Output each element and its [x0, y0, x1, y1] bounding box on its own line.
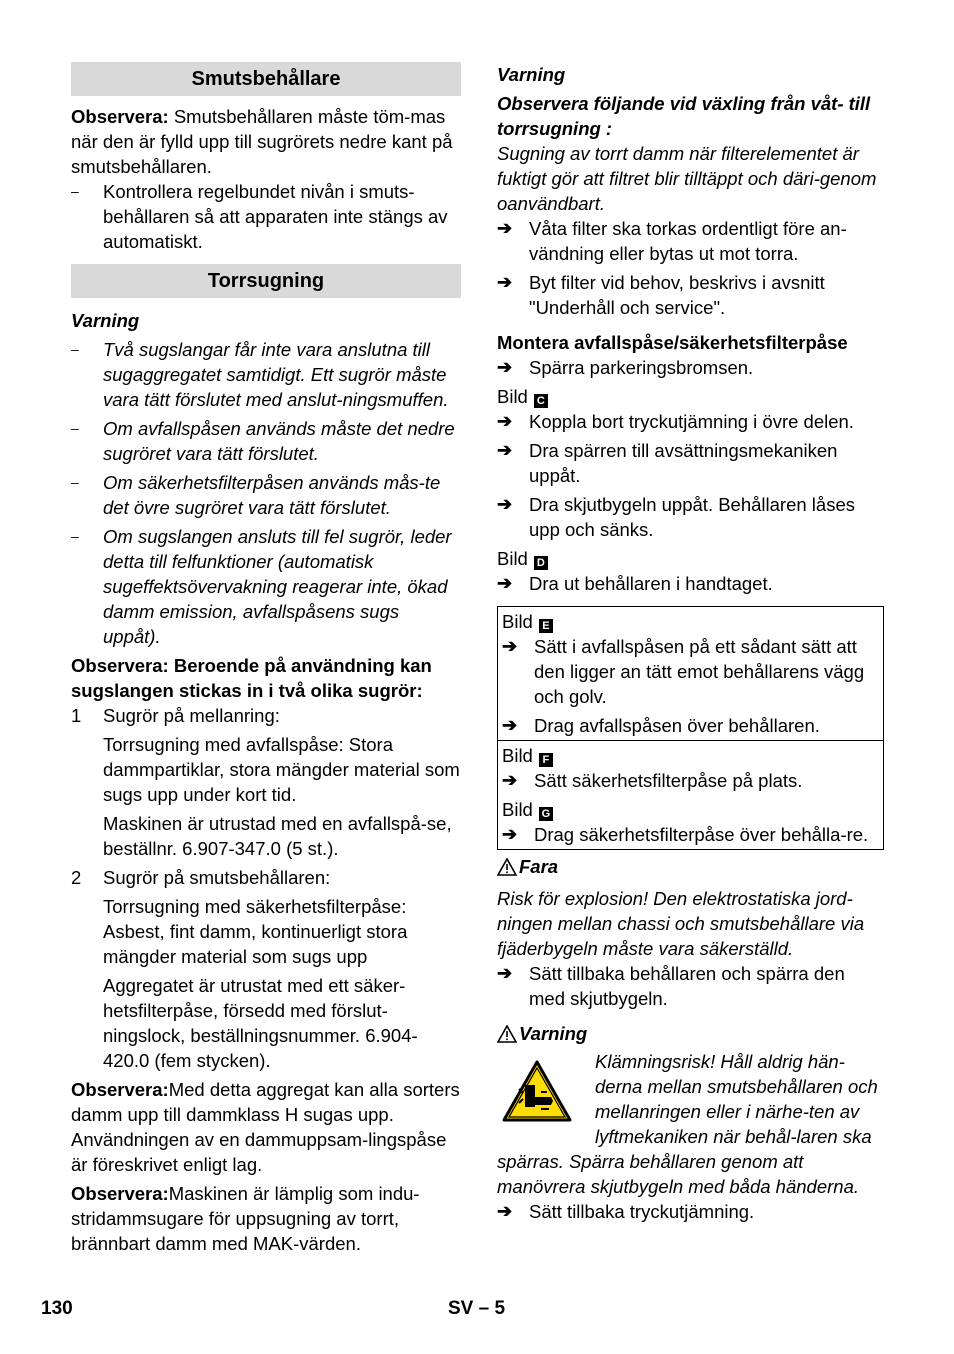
- paragraph: Observera: Smutsbehållaren måste töm-mas när den är fylld upp till sugrörets nedre kant på smutsbehållaren.: [71, 106, 453, 177]
- figure-letter-icon: E: [539, 619, 553, 633]
- figure-ref: Bild C: [497, 384, 884, 409]
- arrow-item: ➔ Byt filter vid behov, beskrivs i avsnitt "Underhåll och service".: [497, 272, 825, 318]
- arrow-item: ➔ Koppla bort tryckutjämning i övre delen.: [497, 411, 854, 432]
- paragraph: Maskinen är utrustad med en avfallspå-se, beställnr. 6.907-347.0 (5 st.).: [103, 813, 452, 859]
- warning-label: Varning: [497, 1021, 884, 1049]
- figure-ref: Bild E: [502, 609, 879, 634]
- figure-ref: Bild G: [502, 797, 879, 822]
- page-number: 130: [41, 1298, 73, 1319]
- section-marker: SV – 5: [448, 1298, 506, 1319]
- numbered-item: 1 Sugrör på mellanring:: [71, 705, 280, 726]
- left-column: [71, 62, 461, 1256]
- danger-text: Risk för explosion! Den elektrostatiska jord-ningen mellan chassi och smutsbehållare via fjäderbygeln måste vara säkerställd.: [497, 888, 865, 959]
- warning-label: Varning: [497, 64, 566, 85]
- paragraph: Observera:Maskinen är lämplig som indu-stridammsugare för uppsugning av torrt, brännbart damm med MAK-värden.: [71, 1183, 420, 1254]
- arrow-item: ➔ Sätt tillbaka behållaren och spärra den med skjutbygeln.: [497, 963, 845, 1009]
- paragraph: Aggregatet är utrustat med ett säker-hetsfilterpåse, försedd med förslut-ningslock, beställningsnummer. 6.904-420.0 (fem stycken).: [103, 975, 418, 1071]
- arrow-item: ➔ Sätt tillbaka tryckutjämning.: [497, 1201, 755, 1222]
- dash-item: – Om avfallspåsen används måste det nedre sugröret vara tätt förslutet.: [71, 418, 455, 464]
- hand-crush-hazard-icon: [501, 1059, 573, 1123]
- warning-triangle-icon: [497, 1024, 519, 1049]
- dash-item: – Två sugslangar får inte vara anslutna till sugaggregatet samtidigt. Ett sugrör måste vara tätt förslutet med anslut-ningsmuffen.: [71, 339, 449, 410]
- arrow-item: ➔ Drag avfallspåsen över behållaren.: [502, 715, 820, 736]
- section-heading-smutsbehallare: Smutsbehållare: [71, 62, 461, 96]
- arrow-item: ➔ Sätt i avfallspåsen på ett sådant sätt att den ligger an tätt emot behållarens vägg och golv.: [502, 636, 865, 707]
- subheading: Montera avfallspåse/säkerhetsfilterpåse: [497, 332, 848, 353]
- warning-text: Sugning av torrt damm när filterelementet är fuktigt gör att filtret blir tilltäppt och däri-genom oanvändbart.: [497, 143, 877, 214]
- crush-warning-block: Klämningsrisk! Håll aldrig hän-derna mellan smutsbehållaren och mellanringen eller i närhe-ten av lyftmekaniken när behål-laren ska spärras. Spärra behållaren genom att manövrera skjutbygeln med båda händerna.: [497, 1051, 878, 1197]
- warning-title: Observera följande vid växling från våt- till torrsugning :: [497, 93, 871, 139]
- right-column: [497, 62, 884, 1224]
- arrow-item: ➔ Sätt säkerhetsfilterpåse på plats.: [502, 770, 803, 791]
- arrow-item: ➔ Dra ut behållaren i handtaget.: [497, 573, 773, 594]
- paragraph: Torrsugning med säkerhetsfilterpåse: Asbest, fint damm, kontinuerligt stora mängder material som sugs upp: [103, 896, 408, 967]
- boxed-instructions-e: [497, 606, 884, 741]
- arrow-item: ➔ Dra skjutbygeln uppåt. Behållaren låses upp och sänks.: [497, 494, 855, 540]
- dash-item: – Om säkerhetsfilterpåsen används mås-te det övre sugröret vara tätt förslutet.: [71, 472, 441, 518]
- dash-item: – Kontrollera regelbundet nivån i smuts-behållaren så att apparaten inte stängs av automatiskt.: [71, 181, 448, 252]
- section-heading-torrsugning: Torrsugning: [71, 264, 461, 298]
- paragraph: Observera:Med detta aggregat kan alla sorters damm upp till dammklass H sugas upp. Användningen av en dammuppsam-lingspåse är föreskrivet enligt lag.: [71, 1079, 460, 1175]
- warning-label: Varning: [71, 310, 140, 331]
- paragraph: Torrsugning med avfallspåse: Stora dammpartiklar, stora mängder material som sugs upp under kort tid.: [103, 734, 460, 805]
- numbered-item: 2 Sugrör på smutsbehållaren:: [71, 867, 331, 888]
- danger-label: Fara: [497, 854, 884, 882]
- dash-item: – Om sugslangen ansluts till fel sugrör, leder detta till felfunktioner (automatisk sugeffektsövervakning reagerar inte, ökad damm emission, avfallspåsens sugs uppåt).: [71, 526, 452, 647]
- note-bold: Observera: Beroende på användning kan sugslangen stickas in i två olika sugrör:: [71, 655, 432, 701]
- arrow-item: ➔ Våta filter ska torkas ordentligt före an-vändning eller bytas ut mot torra.: [497, 218, 847, 264]
- arrow-item: ➔ Drag säkerhetsfilterpåse över behålla-re.: [502, 824, 869, 845]
- figure-letter-icon: F: [539, 753, 553, 767]
- figure-letter-icon: G: [539, 807, 553, 821]
- arrow-item: ➔ Spärra parkeringsbromsen.: [497, 357, 754, 378]
- boxed-instructions-fg: [497, 741, 884, 850]
- figure-letter-icon: D: [534, 556, 548, 570]
- figure-ref: Bild D: [497, 546, 884, 571]
- arrow-item: ➔ Dra spärren till avsättningsmekaniken uppåt.: [497, 440, 838, 486]
- figure-ref: Bild F: [502, 743, 879, 768]
- warning-triangle-icon: [497, 857, 519, 882]
- figure-letter-icon: C: [534, 394, 548, 408]
